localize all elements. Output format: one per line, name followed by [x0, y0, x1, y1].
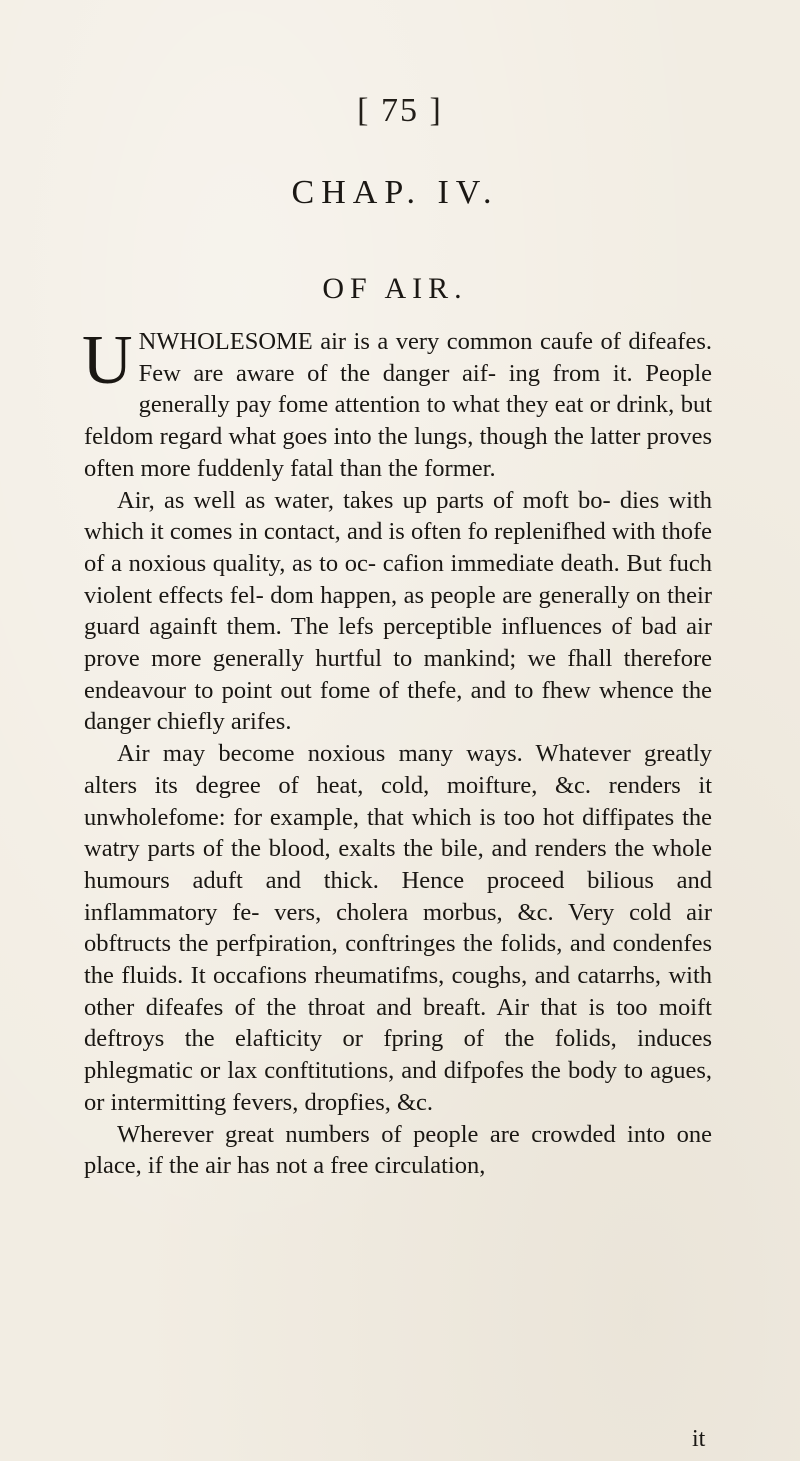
drop-cap-letter: U [82, 322, 133, 399]
catchword: it [692, 1426, 706, 1452]
chapter-heading: CHAP. IV. [291, 174, 499, 211]
paragraph-1 [82, 322, 712, 485]
paragraph-3: Air may become noxious many ways. Whatever greatly alters its degree of heat, cold, moifture, &c. renders it unwholefome: for example, that which is too hot diffipates the watry parts of the blood, exalts the bile, and renders the whole humours aduft and thick. Hence proceed bilious and inflammatory fe- vers, cholera morbus, &c. Very cold air obftructs the perfpiration, conftringes the folids, and condenfes the fluids. It occafions rheumatifms, coughs, and catarrhs, with other difeafes of the throat and breaft. Air that is too moift deftroys the elafticity or fpring of the folids, induces phlegmatic or lax conftitutions, and difpofes the body to agues, or intermitting fevers, dropfies, &c. [84, 740, 712, 1116]
paragraph-4: Wherever great numbers of people are crowded into one place, if the air has not a free circulation, [84, 1120, 712, 1180]
paragraph-2: Air, as well as water, takes up parts of moft bo- dies with which it comes in contact, and is often fo replenifhed with thofe of a noxious quality, as to oc- cafion immediate death. But fuch violent effects fel- dom happen, as people are generally on their guard againft them. The lefs perceptible influences of bad air prove more generally hurtful to mankind; we fhall therefore endeavour to point out fome of thefe, and to fhew whence the danger chiefly arifes. [84, 486, 712, 736]
page-number: [ 75 ] [357, 92, 443, 129]
body-text [82, 322, 712, 1182]
section-title: OF AIR. [322, 272, 468, 305]
paragraph-1-text: NWHOLESOME air is a very common caufe of difeafes. Few are aware of the danger aif- ing from it. People generally pay fome attention to what they eat or drink, but feldom regard what goes into the lungs, though the latter proves often more fuddenly fatal than the former. [84, 328, 712, 482]
